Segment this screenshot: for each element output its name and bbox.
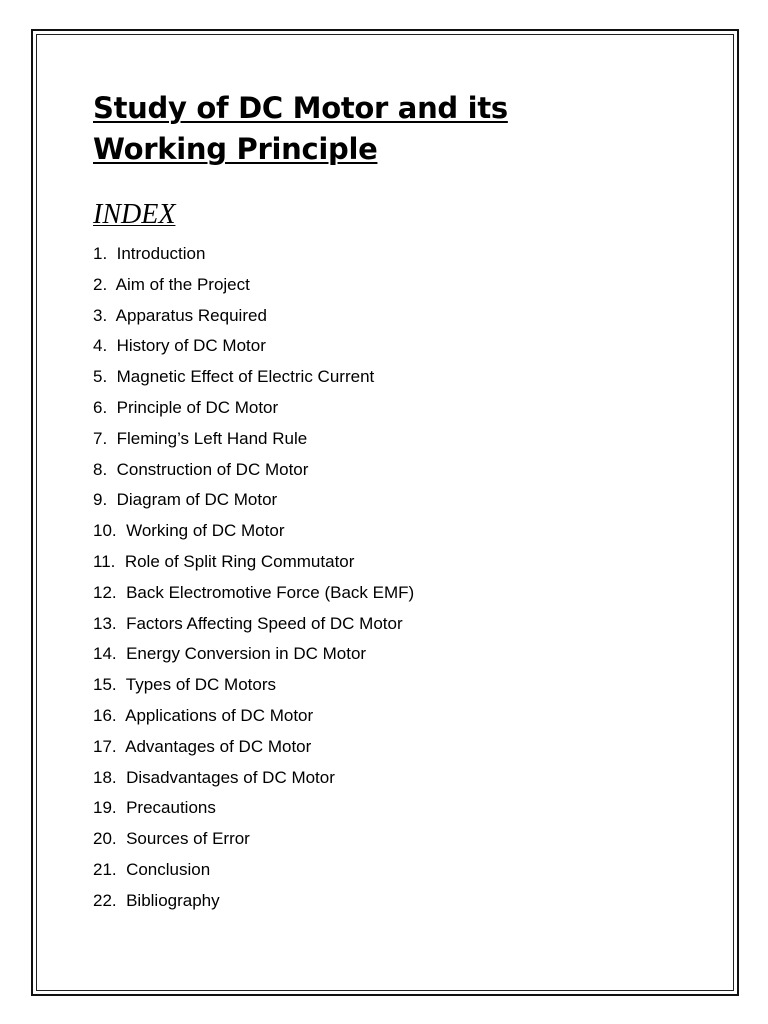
index-item-apparatus: 3. Apparatus Required (93, 305, 267, 325)
index-item-commutator: 11. Role of Split Ring Commutator (93, 551, 355, 571)
index-item-working: 10. Working of DC Motor (93, 521, 285, 541)
index-item-types: 15. Types of DC Motors (93, 675, 276, 695)
index-item-back-emf: 12. Back Electromotive Force (Back EMF) (93, 582, 415, 602)
document-title-line-1: Study of DC Motor and its (93, 91, 508, 125)
index-item-introduction: 1. Introduction (93, 244, 206, 263)
index-item-principle: 6. Principle of DC Motor (93, 397, 279, 417)
document-title-line-2: Working Principle (93, 132, 378, 166)
index-item-energy-conversion: 14. Energy Conversion in DC Motor (93, 644, 367, 664)
index-item-history: 4. History of DC Motor (93, 336, 266, 356)
index-item-precautions: 19. Precautions (93, 798, 216, 818)
index-item-speed-factors: 13. Factors Affecting Speed of DC Motor (93, 613, 403, 633)
index-item-sources-of-error: 20. Sources of Error (93, 829, 250, 849)
index-item-aim: 2. Aim of the Project (93, 274, 250, 294)
index-item-applications: 16. Applications of DC Motor (93, 705, 314, 725)
index-item-bibliography: 22. Bibliography (93, 890, 220, 910)
index-item-construction: 8. Construction of DC Motor (93, 459, 309, 479)
index-item-flemings-rule: 7. Fleming’s Left Hand Rule (93, 428, 308, 448)
index-item-disadvantages: 18. Disadvantages of DC Motor (93, 767, 335, 787)
index-item-advantages: 17. Advantages of DC Motor (93, 736, 312, 756)
index-item-conclusion: 21. Conclusion (93, 859, 211, 879)
document-title (93, 88, 673, 170)
index-item-magnetic-effect: 5. Magnetic Effect of Electric Current (93, 367, 375, 387)
index-heading: INDEX (93, 199, 176, 230)
index-list (93, 243, 414, 921)
index-item-diagram: 9. Diagram of DC Motor (93, 490, 278, 510)
